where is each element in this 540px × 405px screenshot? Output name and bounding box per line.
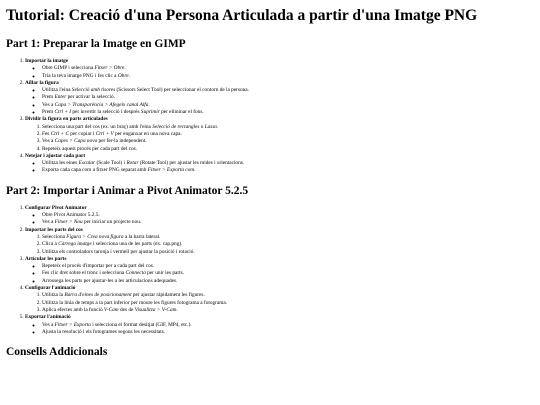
list-item [42,263,540,270]
text-run: Fes [42,130,51,137]
text-run: Obre Pivot Animator 5.2.5. [42,212,100,219]
step-item [25,153,540,175]
step-title: Aïllar la figura [25,79,59,86]
sub-list [25,65,540,80]
text-run: per copiar i [68,130,96,137]
list-item [42,329,540,336]
list-item [42,109,540,116]
sub-list [25,292,540,314]
step-title: Importar la imatge [25,58,69,64]
sub-list [25,234,540,256]
text-run: Repeteix el procés d'importar per a cada part del cos. [42,263,155,270]
step-title: Articular les parts [25,255,67,262]
text-run: per activar la selecció. [66,94,115,101]
text-run: Utilitza l'eina [42,87,72,94]
text-run: (Scissors Select Tool) per seleccionar el contorn de la persona. [115,87,249,94]
list-item [42,307,540,314]
emphasis-text: Selecció de rectangles [152,123,200,130]
text-run: Arrossega les parts per ajustar-les a les articulacions adequades. [42,277,178,284]
text-run: Ves a [42,219,55,226]
list-item [42,241,540,248]
emphasis-text: Enter [54,94,67,101]
list-item [42,87,540,94]
emphasis-text: Càrrega imatge [58,241,92,248]
text-run: per invertir la selecció i després [71,109,141,116]
step-title: Exportar l'animació [25,314,71,321]
emphasis-text: Visualitza > V-Cam [134,306,177,313]
text-run: per iniciar un projecte nou. [82,219,142,226]
text-run: Aplica efectes amb la funció [42,306,104,313]
section-heading: Part 1: Preparar la Imatge en GIMP [6,38,186,50]
text-run: o [199,123,205,130]
sub-list [25,124,540,153]
page-title: Tutorial: Creació d'una Persona Articulada a partir d'una Imatge PNG [6,7,478,24]
text-run: Exporta cada capa com a fitxer PNG separat amb [42,167,148,174]
emphasis-text: Fitxer > Nou [54,219,83,226]
section-heading: Consells Addicionals [6,346,108,359]
step-title: Dividir la figura en parts articulades [25,116,108,123]
list-item [42,94,540,101]
text-run: . [128,72,130,79]
step-title: Configurar Pivot Animator [25,204,87,211]
sub-list [25,160,540,175]
list-item [42,270,540,277]
step-item [25,227,540,256]
text-run: Prem [42,109,55,116]
emphasis-text: Fitxer > Obre [94,65,125,72]
sections-container [6,37,540,359]
emphasis-text: Ctrl + V [95,130,114,137]
list-item [42,300,540,307]
text-run: . [148,101,150,108]
sub-list [25,263,540,285]
text-run: a la barra lateral. [123,233,161,240]
list-item [42,249,540,256]
text-run: i selecciona una de les parts (ex. cap.png). [91,241,183,248]
text-run: Obre GIMP i selecciona [42,65,95,72]
text-run: Utilitza la línia de temps a la part inferior per moure les figures fotograma a fotograma. [42,299,228,306]
step-item [25,256,540,285]
emphasis-text: Suprimir [140,109,160,116]
emphasis-text: Fitxer > Exporta [54,321,91,328]
emphasis-text: Obre [117,72,129,79]
emphasis-text: Ctrl + C [50,130,69,137]
text-run: i selecciona el format desitjat (GIF, MP4, etc.). [90,321,192,328]
text-run: Selecciona una part del cos (ex. un braç) amb l'eina [42,123,153,130]
text-run: Ves a [42,321,55,328]
step-title: Importar les parts del cos [25,226,83,233]
text-run: Fes clic dret sobre el tronc i selecciona [42,270,126,277]
text-run: per ajustar ràpidament les figures. [131,292,205,299]
text-run: (Scale Tool) i [95,160,127,167]
text-run: per unir les parts. [145,270,184,277]
list-item [42,138,540,145]
step-item [25,58,540,80]
text-run: . [124,65,126,72]
emphasis-text: Escalar [78,160,96,167]
list-item [42,146,540,153]
list-item [42,219,540,226]
text-run: . [194,167,196,174]
text-run: per enganxar en una nova capa. [113,130,182,137]
text-run: Tria la teva imatge PNG i fes clic a [42,72,118,79]
list-item [42,73,540,80]
text-run: des de [118,306,135,313]
text-run: per fer-la independent. [97,138,147,145]
sub-list [25,322,540,337]
text-run: Utilitza la [42,292,65,299]
step-item [25,314,540,336]
emphasis-text: Capes > Capa nova [54,138,98,145]
emphasis-text: Fitxer > Exporta com [147,167,195,174]
text-run: Ajusta la resolució i els fotogrames segons les necessitats. [42,328,166,335]
emphasis-text: Figura > Crea nova figura [66,233,124,240]
emphasis-text: Ctrl + I [54,109,72,116]
text-run: Selecciona [42,233,67,240]
list-item [42,322,540,329]
step-title: Netejar i ajustar cada part [25,152,86,159]
step-item [25,116,540,152]
list-item [42,212,540,219]
text-run: Ves a [42,138,55,145]
emphasis-text: Rotar [126,160,139,167]
text-run: per eliminar el fons. [159,109,204,116]
steps-list [6,205,540,336]
text-run: Clica a [42,241,59,248]
list-item [42,278,540,285]
emphasis-text: Connecta [125,270,146,277]
text-run: Utilitza les eines [42,160,79,167]
emphasis-text: Barra d'eines de posicionament [64,292,132,299]
sub-list [25,212,540,227]
steps-list [6,58,540,175]
list-item [42,124,540,131]
list-item [42,292,540,299]
step-title: Configurar l'animació [25,285,76,292]
list-item [42,167,540,174]
text-run: Prem [42,94,55,101]
text-run: Ves a [42,101,55,108]
text-run: Utilitza els controladors taronja i vermell per ajustar la posició i rotació. [42,248,195,255]
emphasis-text: Lasso [204,123,218,130]
text-run: . [217,123,219,130]
step-item [25,80,540,116]
emphasis-text: Capa > Transparència > Afegeix canal Alfa [54,101,149,108]
emphasis-text: V-Cam [103,306,119,313]
list-item [42,102,540,109]
text-run: (Rotate Tool) per ajustar les mides i orientacions. [138,160,245,167]
sub-list [25,87,540,116]
step-item [25,205,540,227]
section-heading: Part 2: Importar i Animar a Pivot Animator 5.2.5 [6,184,249,197]
text-run: Repeteix aquest procés per cada part del cos. [42,145,138,152]
text-run: . [176,306,178,313]
list-item [42,65,540,72]
step-item [25,285,540,314]
emphasis-text: Selecció amb tisores [71,87,116,94]
